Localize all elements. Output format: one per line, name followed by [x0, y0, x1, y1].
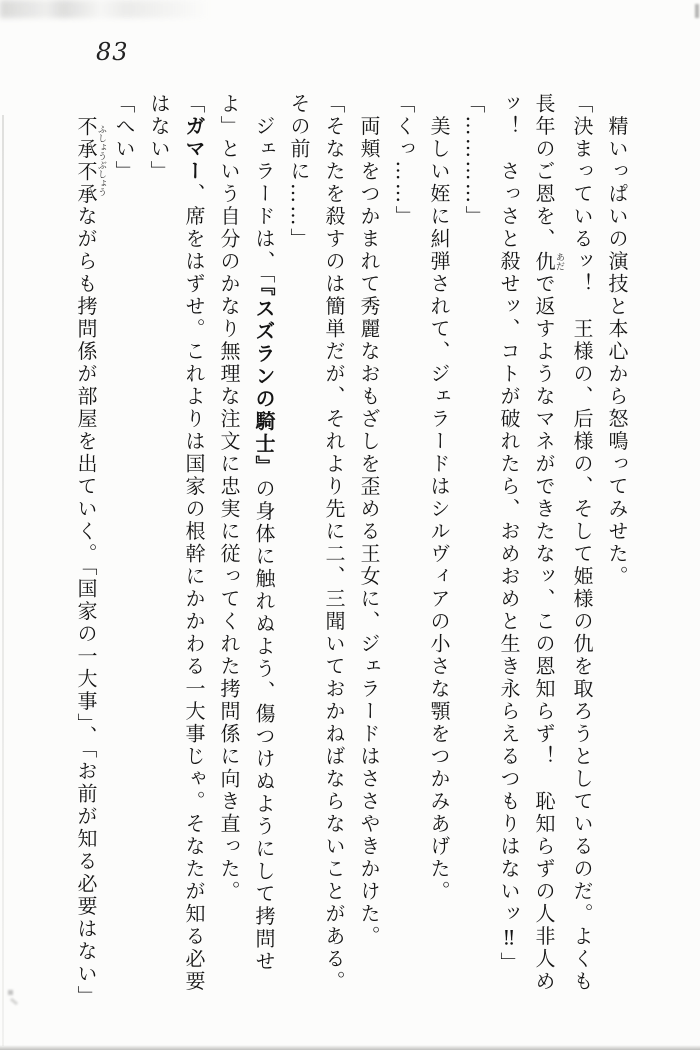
- text-segment: ながらも拷問係が部屋を出ていく。「国家の一大事」、「お前が知る必要はない」: [74, 205, 98, 1008]
- ruby-base: 不承不承: [74, 115, 98, 206]
- text-column: [68, 93, 106, 1008]
- ruby-furigana: ふしょうぶしょう: [96, 115, 106, 206]
- text-segment: 長年のご恩を、: [532, 93, 556, 251]
- text-segment: その前に……」: [287, 93, 311, 251]
- text-column: [491, 93, 526, 1008]
- text-segment: [74, 93, 98, 116]
- emphasized-name: ガマー: [182, 115, 206, 183]
- text-column: [141, 93, 176, 1008]
- emphasized-title: 『スズランの騎士』: [252, 285, 276, 478]
- page-number: 83: [96, 38, 129, 66]
- text-column: [456, 93, 491, 1008]
- scan-artifact: [695, 4, 699, 18]
- text-column: [316, 93, 351, 1008]
- scan-artifact: [2, 115, 4, 1046]
- scan-artifact: [10, 998, 18, 1005]
- text-column: [386, 93, 421, 1008]
- text-segment: で返すようなマネができたなッ、この恩知らず！ 恥知らずの人非人め: [532, 273, 556, 993]
- ruby-furigana: あだ: [554, 250, 564, 273]
- scan-artifact: [0, 0, 210, 18]
- text-segment: 「そなたを殺すのは簡単だが、それより先に二、三聞いておかねばならないことがある。: [322, 93, 346, 993]
- text-segment: ッ！ さっさと殺せッ、コトが破れたら、おめおめと生き永らえるつもりはないッ‼」: [497, 93, 521, 975]
- ruby-annotation: [74, 115, 106, 206]
- text-column: [351, 93, 386, 1008]
- text-segment: 「: [182, 93, 206, 116]
- ruby-base: 仇: [532, 250, 556, 273]
- text-segment: 両頬をつかまれて秀麗なおもざしを歪める王女に、ジェラードはささやきかけた。: [357, 93, 381, 948]
- text-column: [106, 93, 141, 1008]
- ruby-annotation: [532, 250, 564, 274]
- text-column: [564, 93, 599, 1008]
- text-segment: 、席をはずせ。これよりは国家の根幹にかかわる一大事じゃ。そなたが知る必要: [182, 183, 206, 993]
- text-segment: ジェラードは、「: [252, 93, 276, 286]
- text-column: [526, 93, 564, 1008]
- text-segment: 「くっ……」: [392, 93, 416, 228]
- text-segment: よ」という自分のかなり無理な注文に忠実に従ってくれた拷問係に向き直った。: [217, 93, 241, 903]
- text-segment: 精いっぱいの演技と本心から怒鳴ってみせた。: [605, 93, 629, 588]
- text-segment: はない」: [147, 93, 171, 183]
- text-column: [281, 93, 316, 1008]
- text-column: [421, 93, 456, 1008]
- text-column: [246, 93, 281, 1008]
- text-segment: の身体に触れぬよう、傷つけぬようにして拷問せ: [252, 478, 276, 973]
- text-column: [211, 93, 246, 1008]
- text-segment: 「…………」: [462, 93, 486, 228]
- text-column: [176, 93, 211, 1008]
- scan-artifact: [0, 1045, 700, 1050]
- text-segment: 美しい姪に糾弾されて、ジェラードはシルヴィアの小さな顎をつかみあげた。: [427, 93, 451, 903]
- page-text: [68, 93, 634, 1008]
- text-segment: 「決まっているッ！ 王様の、后様の、そして姫様の仇を取ろうとしているのだ。よくも: [570, 93, 594, 993]
- text-segment: 「へい」: [112, 93, 136, 183]
- text-column: [599, 93, 634, 1008]
- scan-artifact: [8, 990, 13, 995]
